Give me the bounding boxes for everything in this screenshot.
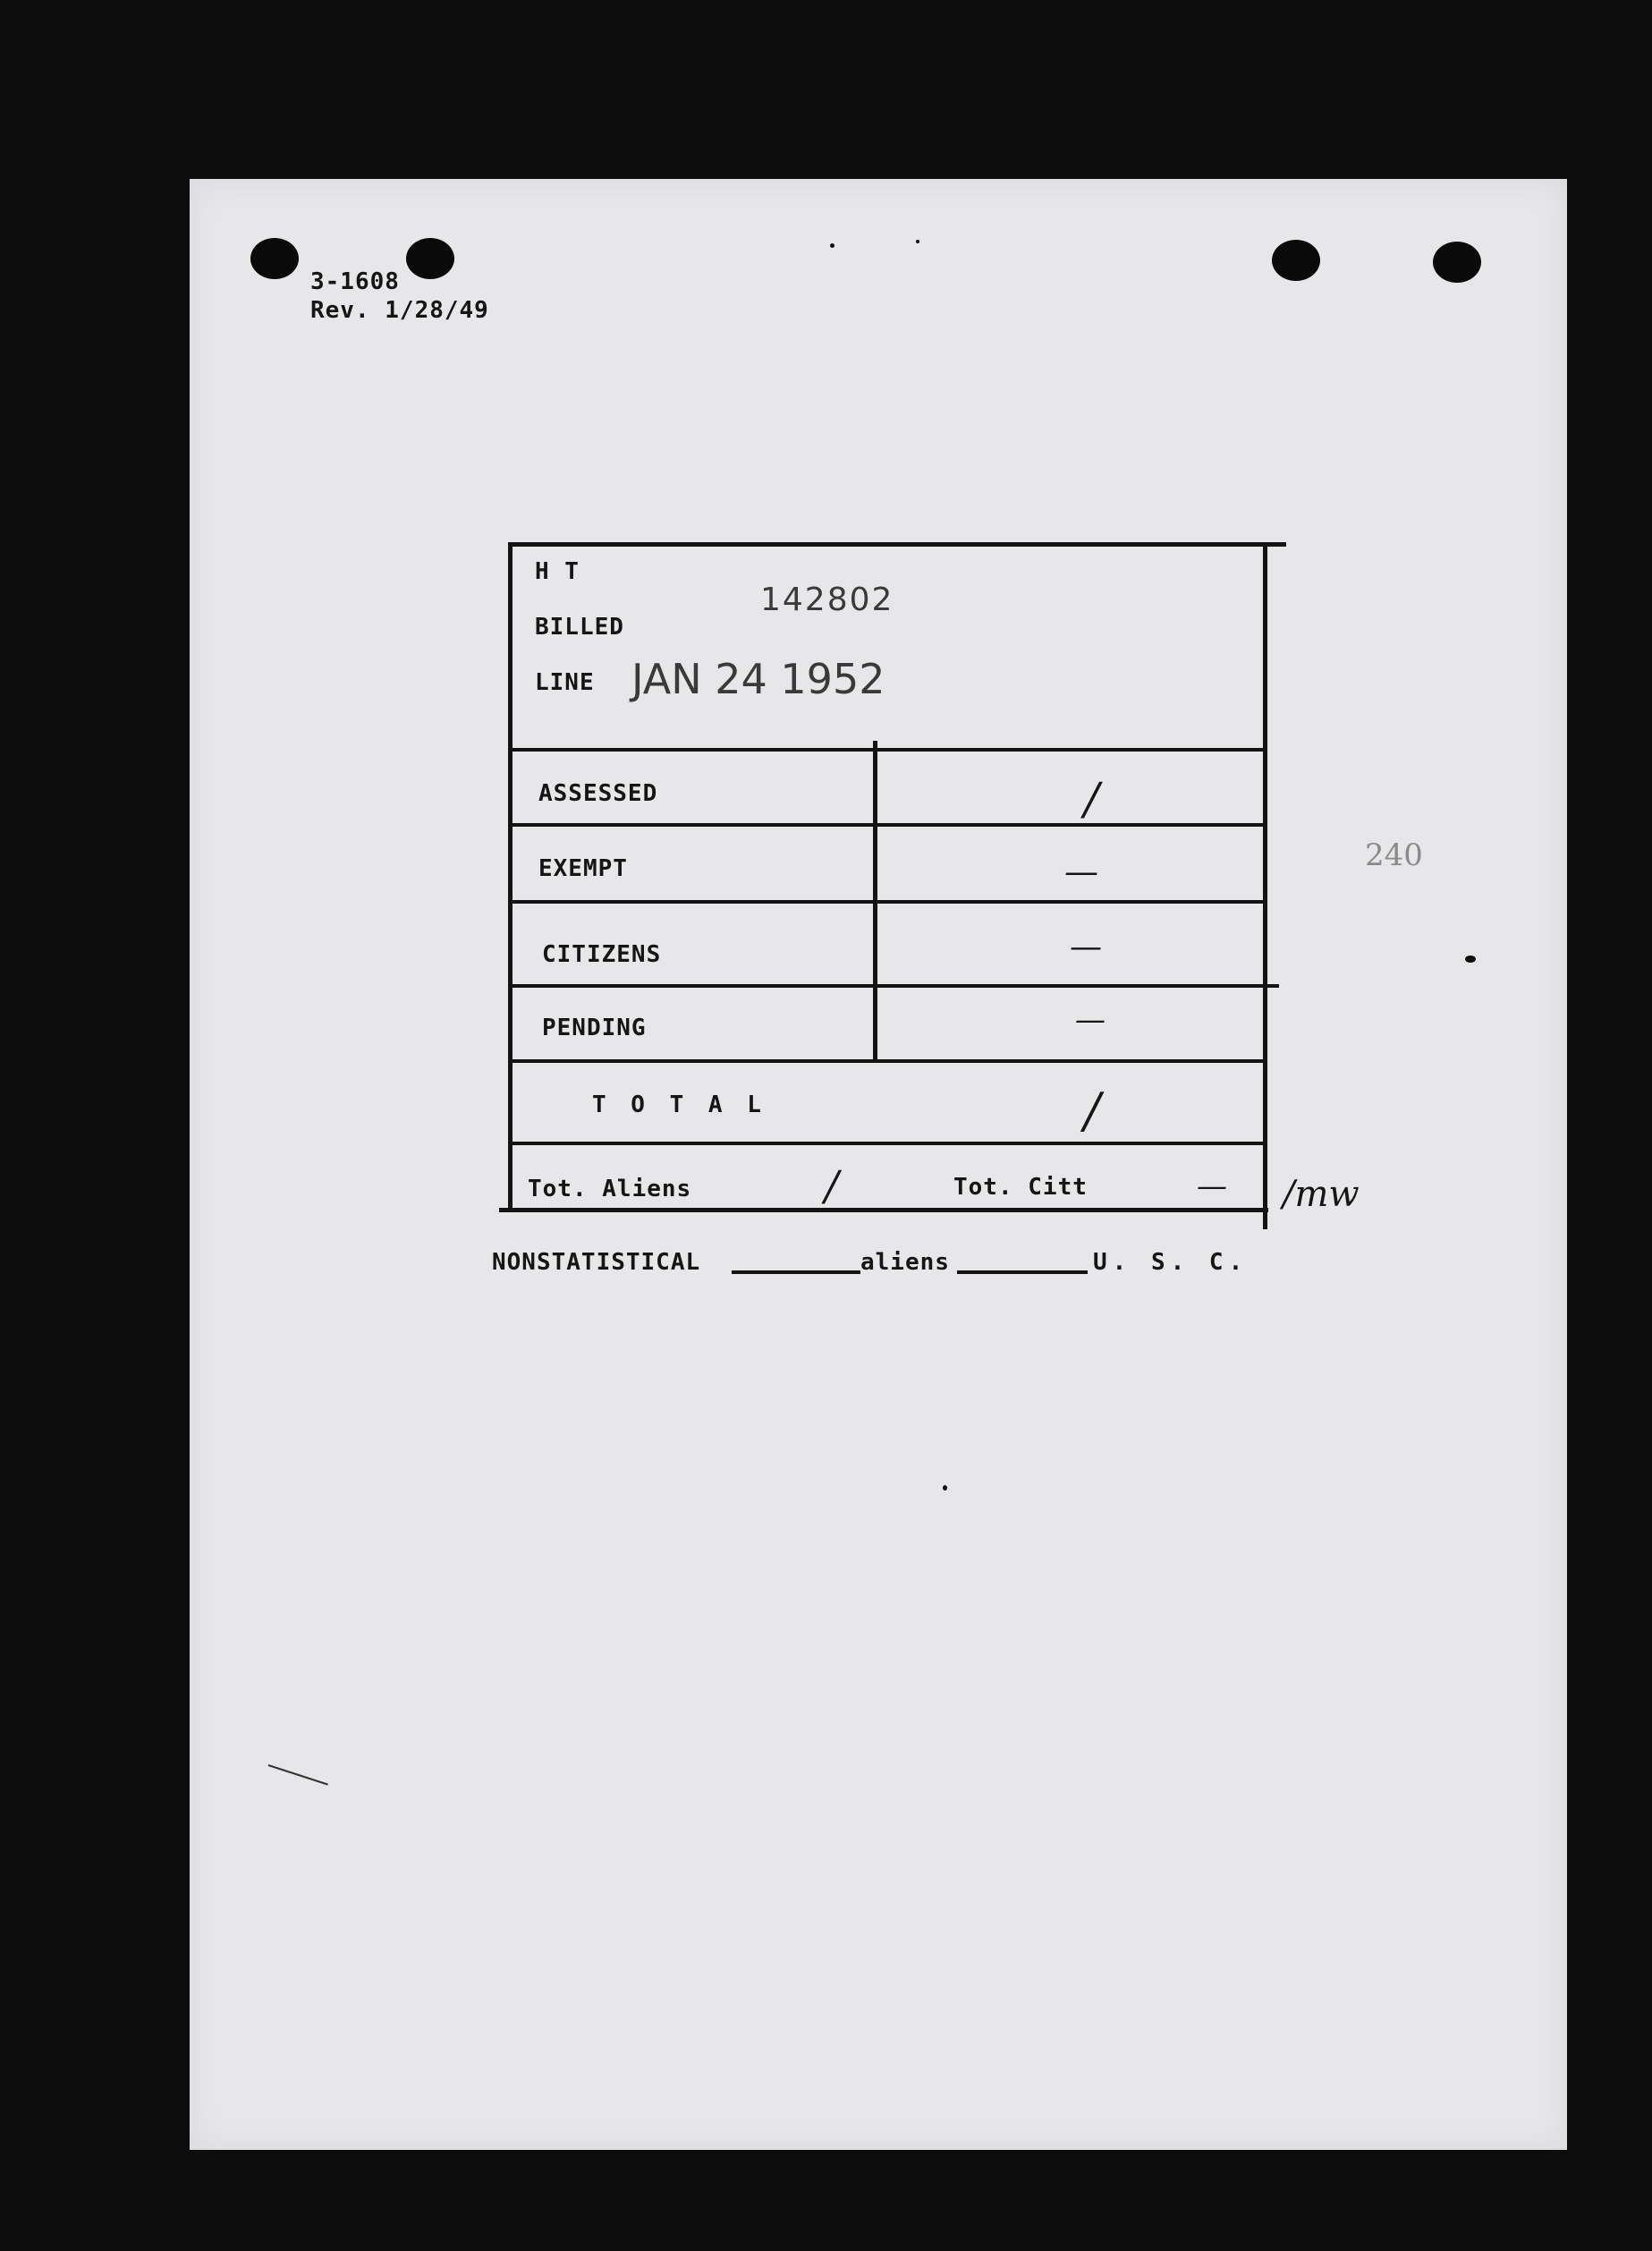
tot-aliens-label: Tot. Aliens xyxy=(528,1176,692,1202)
punch-hole xyxy=(1272,240,1320,281)
tot-aliens-value: / xyxy=(825,1161,839,1210)
aliens-label: aliens xyxy=(860,1249,950,1276)
pending-value: — xyxy=(1075,1002,1106,1038)
row-divider xyxy=(508,1142,1267,1145)
column-divider xyxy=(873,741,877,1059)
side-number: 240 xyxy=(1365,837,1423,873)
nonstatistical-blank xyxy=(732,1270,860,1274)
punch-hole xyxy=(406,238,454,279)
tot-citizens-label: Tot. Citt xyxy=(953,1174,1088,1201)
exempt-label: EXEMPT xyxy=(538,855,628,882)
row-divider xyxy=(508,900,1267,904)
row-divider xyxy=(508,823,1267,827)
usc-label: U. S. C. xyxy=(1093,1249,1249,1276)
header-divider xyxy=(508,748,1267,752)
initials: /mw xyxy=(1283,1174,1360,1215)
citizens-label: CITIZENS xyxy=(542,941,662,968)
box-left-border xyxy=(508,542,513,1211)
total-value: / xyxy=(1084,1083,1101,1139)
ink-speck xyxy=(916,240,919,243)
ht-label: H T xyxy=(535,558,580,585)
box-right-border xyxy=(1263,542,1267,1229)
tot-citizens-value: — xyxy=(1197,1168,1227,1204)
box-bottom-border xyxy=(499,1208,1268,1212)
aliens-blank xyxy=(957,1270,1088,1274)
ink-speck xyxy=(830,243,834,248)
billed-label: BILLED xyxy=(535,614,624,641)
form-number: 3-1608 xyxy=(310,268,400,295)
box-top-border xyxy=(508,542,1286,547)
row-divider xyxy=(508,1059,1267,1063)
form-revision: Rev. 1/28/49 xyxy=(310,297,489,324)
ink-speck xyxy=(943,1485,947,1491)
punch-hole xyxy=(1433,242,1481,283)
line-label: LINE xyxy=(535,669,595,696)
exempt-value: — xyxy=(1064,852,1098,891)
stamp-number: 142802 xyxy=(760,582,894,618)
punch-hole xyxy=(250,238,299,279)
assessed-label: ASSESSED xyxy=(538,780,658,807)
total-label: T O T A L xyxy=(592,1092,767,1118)
nonstatistical-label: NONSTATISTICAL xyxy=(492,1249,701,1276)
pending-label: PENDING xyxy=(542,1015,647,1041)
pencil-mark xyxy=(268,1764,328,1786)
stamp-date: JAN 24 1952 xyxy=(631,655,885,703)
document-page xyxy=(190,179,1567,2150)
ink-speck xyxy=(1465,956,1476,963)
assessed-value: / xyxy=(1084,773,1099,825)
row-divider xyxy=(508,984,1279,988)
citizens-value: — xyxy=(1070,929,1102,965)
